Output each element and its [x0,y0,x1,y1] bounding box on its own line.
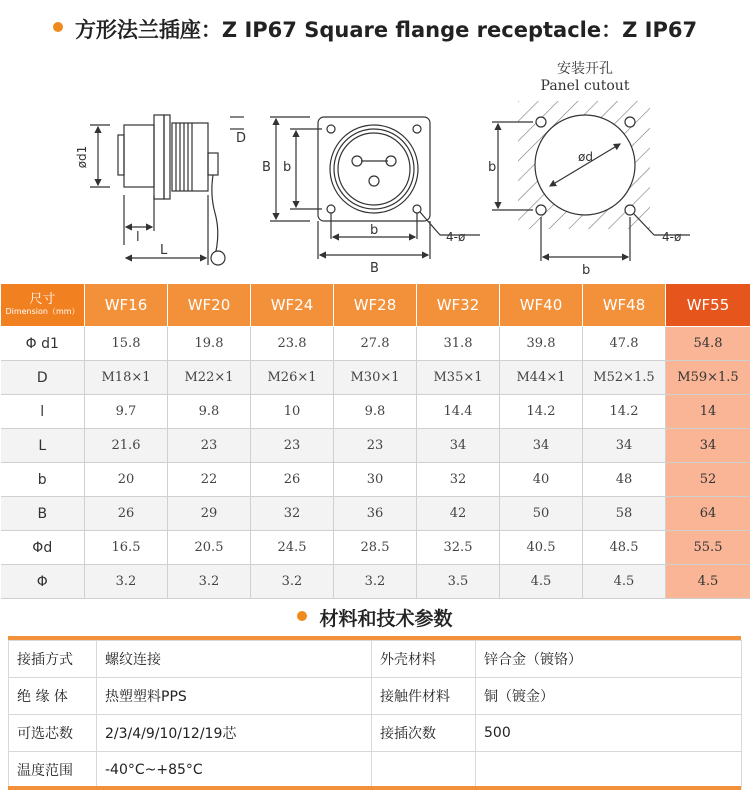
panel-cutout-view [492,101,690,261]
table-row: l 9.7 9.8 10 9.8 14.4 14.2 14.2 14 [1,395,750,429]
dimension-header-label: 尺寸 Dimension（mm） [1,284,85,327]
table-row: L 21.6 23 23 23 34 34 34 34 [1,429,750,463]
divider-bottom [8,786,741,790]
label-b-vertical: b [283,160,292,175]
label-D: D [236,131,247,146]
bullet-dot-icon [53,22,63,32]
label-l: l [136,230,140,245]
materials-table [8,640,742,789]
table-row: D M18×1 M22×1 M26×1 M30×1 M35×1 M44×1 M52×1.5 M59×1.5 [1,361,750,395]
table-row: 绝 缘 体 热塑塑料PPS 接触件材料 铜（镀金） [9,678,742,715]
model-header: WF32 [417,284,500,327]
label-b-horizontal: b [370,223,379,238]
table-row: B 26 29 32 36 42 50 58 64 [1,497,750,531]
table-row: Φd 16.5 20.5 24.5 28.5 32.5 40.5 48.5 55.5 [1,531,750,565]
materials-title: 材料和技术参数 [0,604,750,631]
label-d1: ød1 [75,145,89,169]
model-header-highlighted: WF55 [666,284,750,327]
label-B-vertical: B [262,160,271,175]
table-row: 可选芯数 2/3/4/9/10/12/19芯 接插次数 500 [9,715,742,752]
table-row: Φ 3.2 3.2 3.2 3.2 3.5 4.5 4.5 4.5 [1,565,750,599]
model-header: WF16 [85,284,168,327]
dimension-header-row [1,284,750,327]
table-row: 接插方式 螺纹连接 外壳材料 锌合金（镀铬） [9,641,742,678]
label-L: L [160,243,168,258]
label-cutout-b-vertical: b [488,160,497,175]
model-header: WF20 [168,284,251,327]
label-holes-cutout: 4-ø [662,230,682,244]
model-header: WF28 [334,284,417,327]
label-cutout-b-horizontal: b [582,263,591,278]
dimension-table [0,283,750,599]
model-header: WF48 [583,284,666,327]
label-phi-d: ød [578,150,593,164]
technical-drawing [0,45,750,280]
panel-cutout-title-en: Panel cutout [540,78,630,94]
label-B-horizontal: B [370,261,379,276]
table-row: Φ d1 15.8 19.8 23.8 27.8 31.8 39.8 47.8 54.8 [1,327,750,361]
model-header: WF24 [251,284,334,327]
page-title: 方形法兰插座：Z IP67 Square flange receptacle：Z IP67 [0,14,750,44]
table-row: 温度范围 -40°C~+85°C [9,752,742,789]
bullet-dot-icon [297,611,307,621]
model-header: WF40 [500,284,583,327]
table-row: b 20 22 26 30 32 40 48 52 [1,463,750,497]
panel-cutout-title-cn: 安装开孔 [557,61,613,77]
label-holes-front: 4-ø [446,230,466,244]
